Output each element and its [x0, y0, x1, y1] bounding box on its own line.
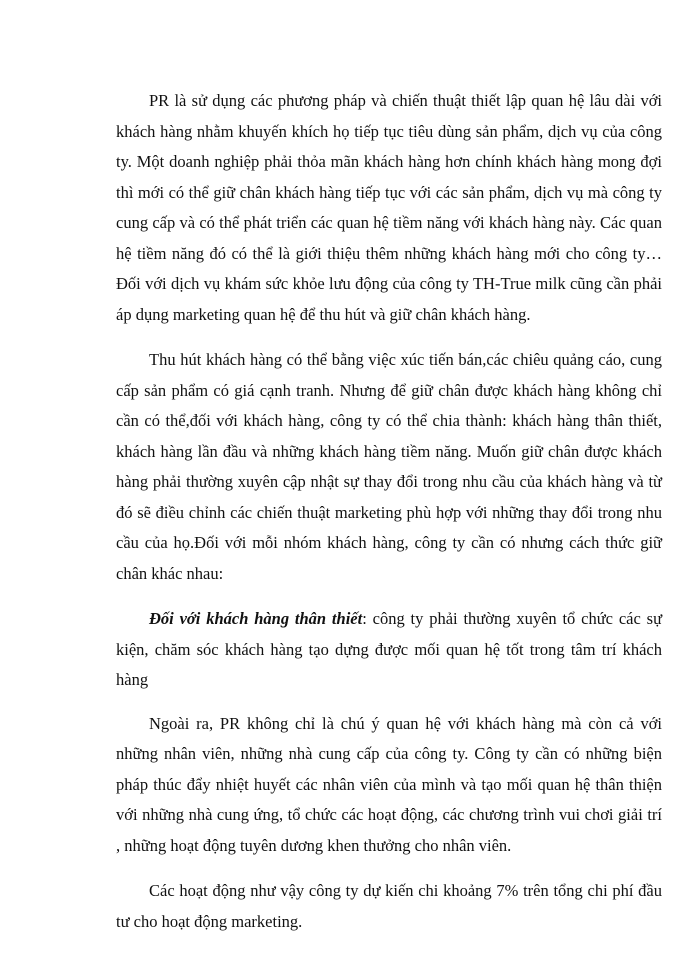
paragraph-employee-relations: Ngoài ra, PR không chỉ là chú ý quan hệ với khách hàng mà còn cả với những nhân viên, những nhà cung cấp của công ty. Công ty cần có những biện pháp thúc đẩy nhiệt huyết các nhân viên của mình và tạo mối quan hệ thân thiện với những nhà cung ứng, tổ chức các hoạt động, các chương trình vui chơi giải trí , những hoạt động tuyên dương khen thưởng cho nhân viên. [116, 713, 662, 855]
document-body [116, 86, 662, 952]
paragraph-loyal-customers [116, 604, 662, 696]
paragraph-budget: Các hoạt động như vậy công ty dự kiến chi khoảng 7% trên tổng chi phí đầu tư cho hoạt động marketing. [116, 881, 662, 931]
loyal-customers-heading: Đối với khách hàng thân thiết [149, 609, 363, 628]
paragraph-pr-definition: PR là sử dụng các phương pháp và chiến thuật thiết lập quan hệ lâu dài với khách hàng nhằm khuyến khích họ tiếp tục tiêu dùng sản phẩm, dịch vụ của công ty. Một doanh nghiệp phải thỏa mãn khách hàng hơn chính khách hàng mong đợi thì mới có thể giữ chân khách hàng tiếp tục với các sản phẩm, dịch vụ mà công ty cung cấp và có thể phát triển các quan hệ tiềm năng với khách hàng này. Các quan hệ tiềm năng đó có thể là giới thiệu thêm những khách hàng mới cho công ty… Đối với dịch vụ khám sức khỏe lưu động của công ty TH-True milk cũng cần phải áp dụng marketing quan hệ để thu hút và giữ chân khách hàng. [116, 91, 662, 324]
paragraph-customer-attraction: Thu hút khách hàng có thể bằng việc xúc tiến bán,các chiêu quảng cáo, cung cấp sản phẩm có giá cạnh tranh. Nhưng để giữ chân được khách hàng không chỉ cần có thể,đối với khách hàng, công ty có thể chia thành: khách hàng thân thiết, khách hàng lần đầu và những khách hàng tiềm năng. Muốn giữ chân được khách hàng phải thường xuyên cập nhật sự thay đổi trong nhu cầu của khách hàng và từ đó sẽ điều chỉnh các chiến thuật marketing phù hợp với những thay đổi trong nhu cầu của họ.Đối với mỗi nhóm khách hàng, công ty cần có nhưng cách thức giữ chân khác nhau: [116, 350, 662, 583]
loyal-customers-text: : công ty phải thường xuyên tổ chức các sự kiện, chăm sóc khách hàng tạo dựng được mối quan hệ tốt trong tâm trí khách hàng [116, 609, 663, 689]
